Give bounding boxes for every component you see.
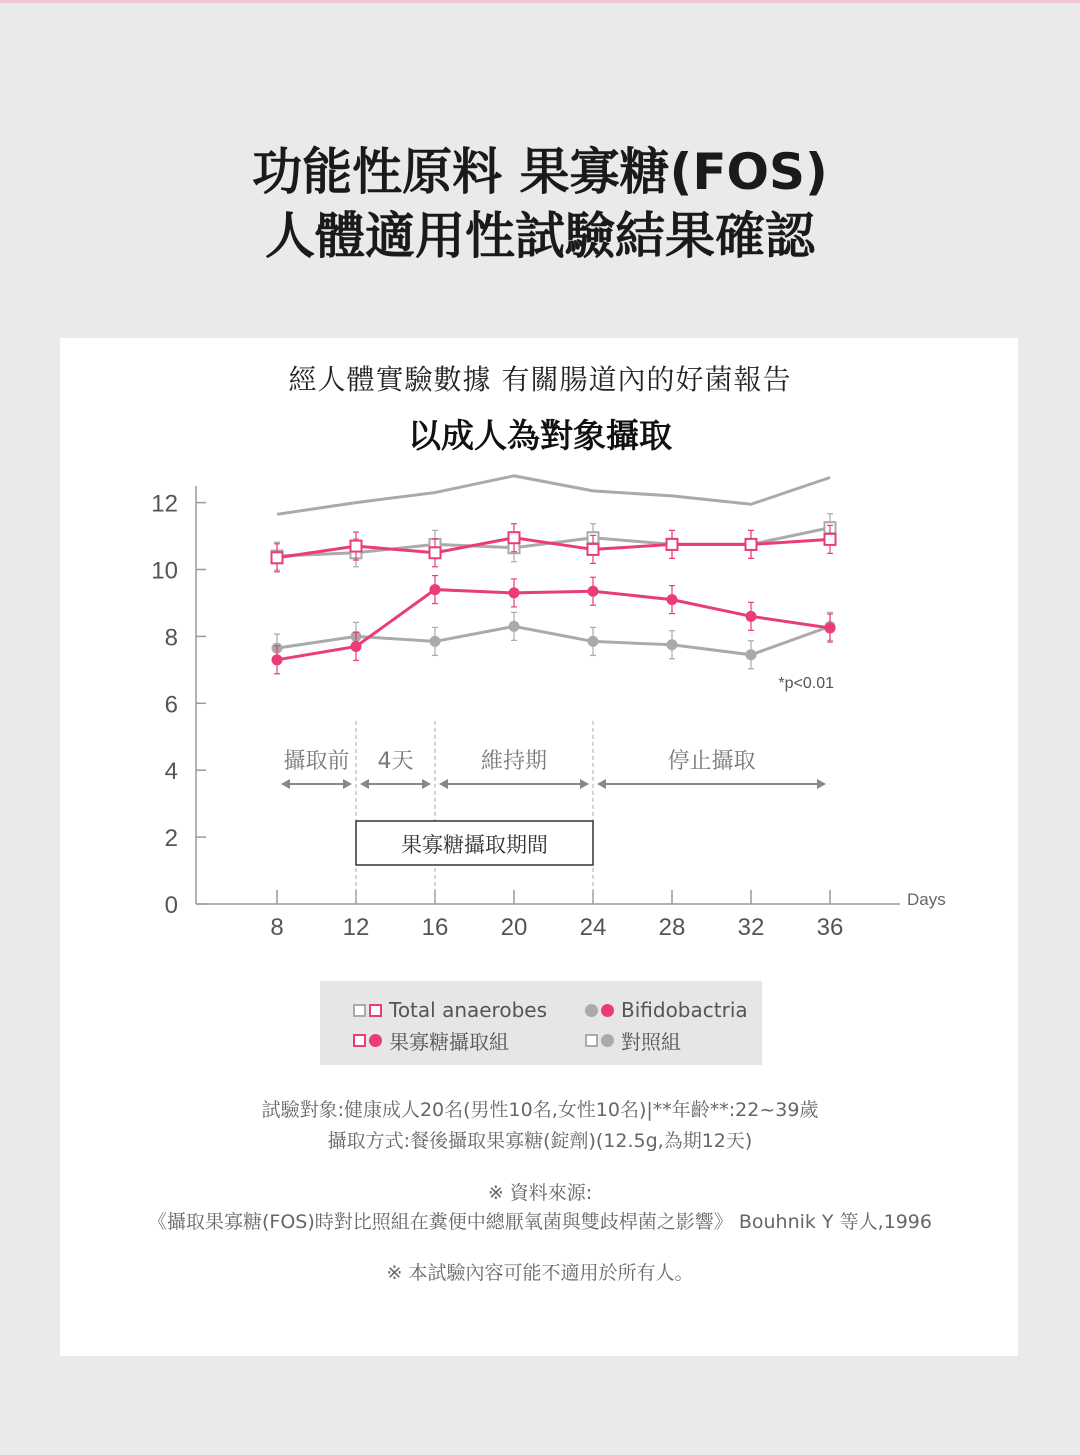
note-subjects: 試驗對象:健康成人20名(男性10名,女性10名)|**年齡**:22~39歲: [261, 1099, 819, 1121]
data-point-circle: [746, 611, 757, 622]
data-point-circle: [588, 586, 599, 597]
x-tick-label: 32: [737, 914, 765, 941]
y-tick-label: 4: [164, 758, 178, 786]
y-tick-label: 2: [164, 825, 178, 853]
y-tick-label: 12: [151, 490, 178, 518]
phase-arrow-left: [597, 779, 606, 789]
data-point-circle: [588, 636, 599, 647]
dot-gray-icon: [585, 1004, 598, 1017]
phase-arrow-right: [422, 779, 431, 789]
data-point-square: [746, 539, 757, 550]
x-tick-label: 28: [658, 914, 686, 941]
note-method: 攝取方式:餐後攝取果寡糖(錠劑)(12.5g,為期12天): [327, 1130, 753, 1152]
data-point-circle: [351, 641, 362, 652]
x-tick-label: 20: [500, 914, 528, 941]
legend-control-group: [585, 1026, 681, 1055]
legend-total-anaerobes: [353, 998, 547, 1022]
x-tick-label: 24: [579, 914, 607, 941]
data-point-square: [509, 532, 520, 543]
data-point-circle: [272, 654, 283, 665]
data-point-circle: [746, 649, 757, 660]
legend-total-label: Total anaerobes: [389, 998, 547, 1022]
legend-control-label: 對照組: [621, 1030, 681, 1054]
square-pink-icon: [369, 1004, 382, 1017]
data-point-circle: [509, 621, 520, 632]
square-pink-icon: [353, 1034, 366, 1047]
data-point-circle: [430, 584, 441, 595]
data-point-circle: [667, 594, 678, 605]
note-source-heading: ※ 資料來源:: [487, 1182, 593, 1204]
phase-arrow-left: [281, 779, 290, 789]
x-tick-label: 36: [816, 914, 844, 941]
data-point-square: [667, 539, 678, 550]
legend: [320, 981, 762, 1065]
series-line: [277, 626, 830, 654]
headline-line-1: 功能性原料 果寡糖(FOS): [252, 143, 828, 201]
phase-arrow-left: [360, 779, 369, 789]
note-source: 《攝取果寡糖(FOS)時對比照組在糞便中總厭氧菌與雙歧桿菌之影響》 Bouhnik Y 等人,1996: [148, 1211, 932, 1233]
x-tick-label: 16: [421, 914, 449, 941]
phase-arrow-right: [817, 779, 826, 789]
y-tick-label: 6: [164, 691, 178, 719]
data-point-circle: [825, 623, 836, 634]
dot-pink-icon: [601, 1004, 614, 1017]
phase-arrow-right: [343, 779, 352, 789]
y-tick-label: 10: [151, 557, 178, 585]
x-tick-label: 12: [342, 914, 370, 941]
data-point-square: [825, 534, 836, 545]
card-title: 以成人為對象攝取: [408, 416, 672, 455]
legend-fos-group: [353, 1026, 509, 1055]
data-point-square: [351, 541, 362, 552]
note-disclaimer: ※ 本試驗內容可能不適用於所有人。: [386, 1262, 694, 1284]
data-point-square: [588, 544, 599, 555]
phase-label: 攝取前: [283, 749, 350, 774]
y-tick-label: 0: [164, 892, 178, 919]
x-tick-label: 8: [270, 914, 284, 941]
headline-line-2: 人體適用性試驗結果確認: [265, 207, 815, 265]
data-point-circle: [667, 639, 678, 650]
legend-fos-label: 果寡糖攝取組: [389, 1030, 509, 1054]
square-gray-icon: [353, 1004, 366, 1017]
phase-label: 停止攝取: [667, 749, 756, 774]
phase-arrow-right: [580, 779, 589, 789]
phase-label: 4天: [377, 749, 414, 774]
x-axis-label: Days: [907, 890, 946, 909]
dot-gray-icon: [601, 1034, 614, 1047]
square-gray-icon: [585, 1034, 598, 1047]
legend-bifidobactria: [585, 998, 748, 1022]
series-line: [277, 476, 830, 514]
significance-note: *p<0.01: [778, 675, 834, 692]
data-point-square: [430, 547, 441, 558]
data-point-square: [272, 552, 283, 563]
phase-label: 維持期: [480, 749, 548, 774]
legend-bifido-label: Bifidobactria: [621, 998, 748, 1022]
card-subtitle: 經人體實驗數據 有關腸道內的好菌報告: [288, 363, 792, 396]
phase-arrow-left: [439, 779, 448, 789]
y-tick-label: 8: [164, 624, 178, 652]
dot-pink-icon: [369, 1034, 382, 1047]
data-point-circle: [509, 587, 520, 598]
intake-period-label: 果寡糖攝取期間: [401, 833, 548, 857]
data-point-circle: [430, 636, 441, 647]
